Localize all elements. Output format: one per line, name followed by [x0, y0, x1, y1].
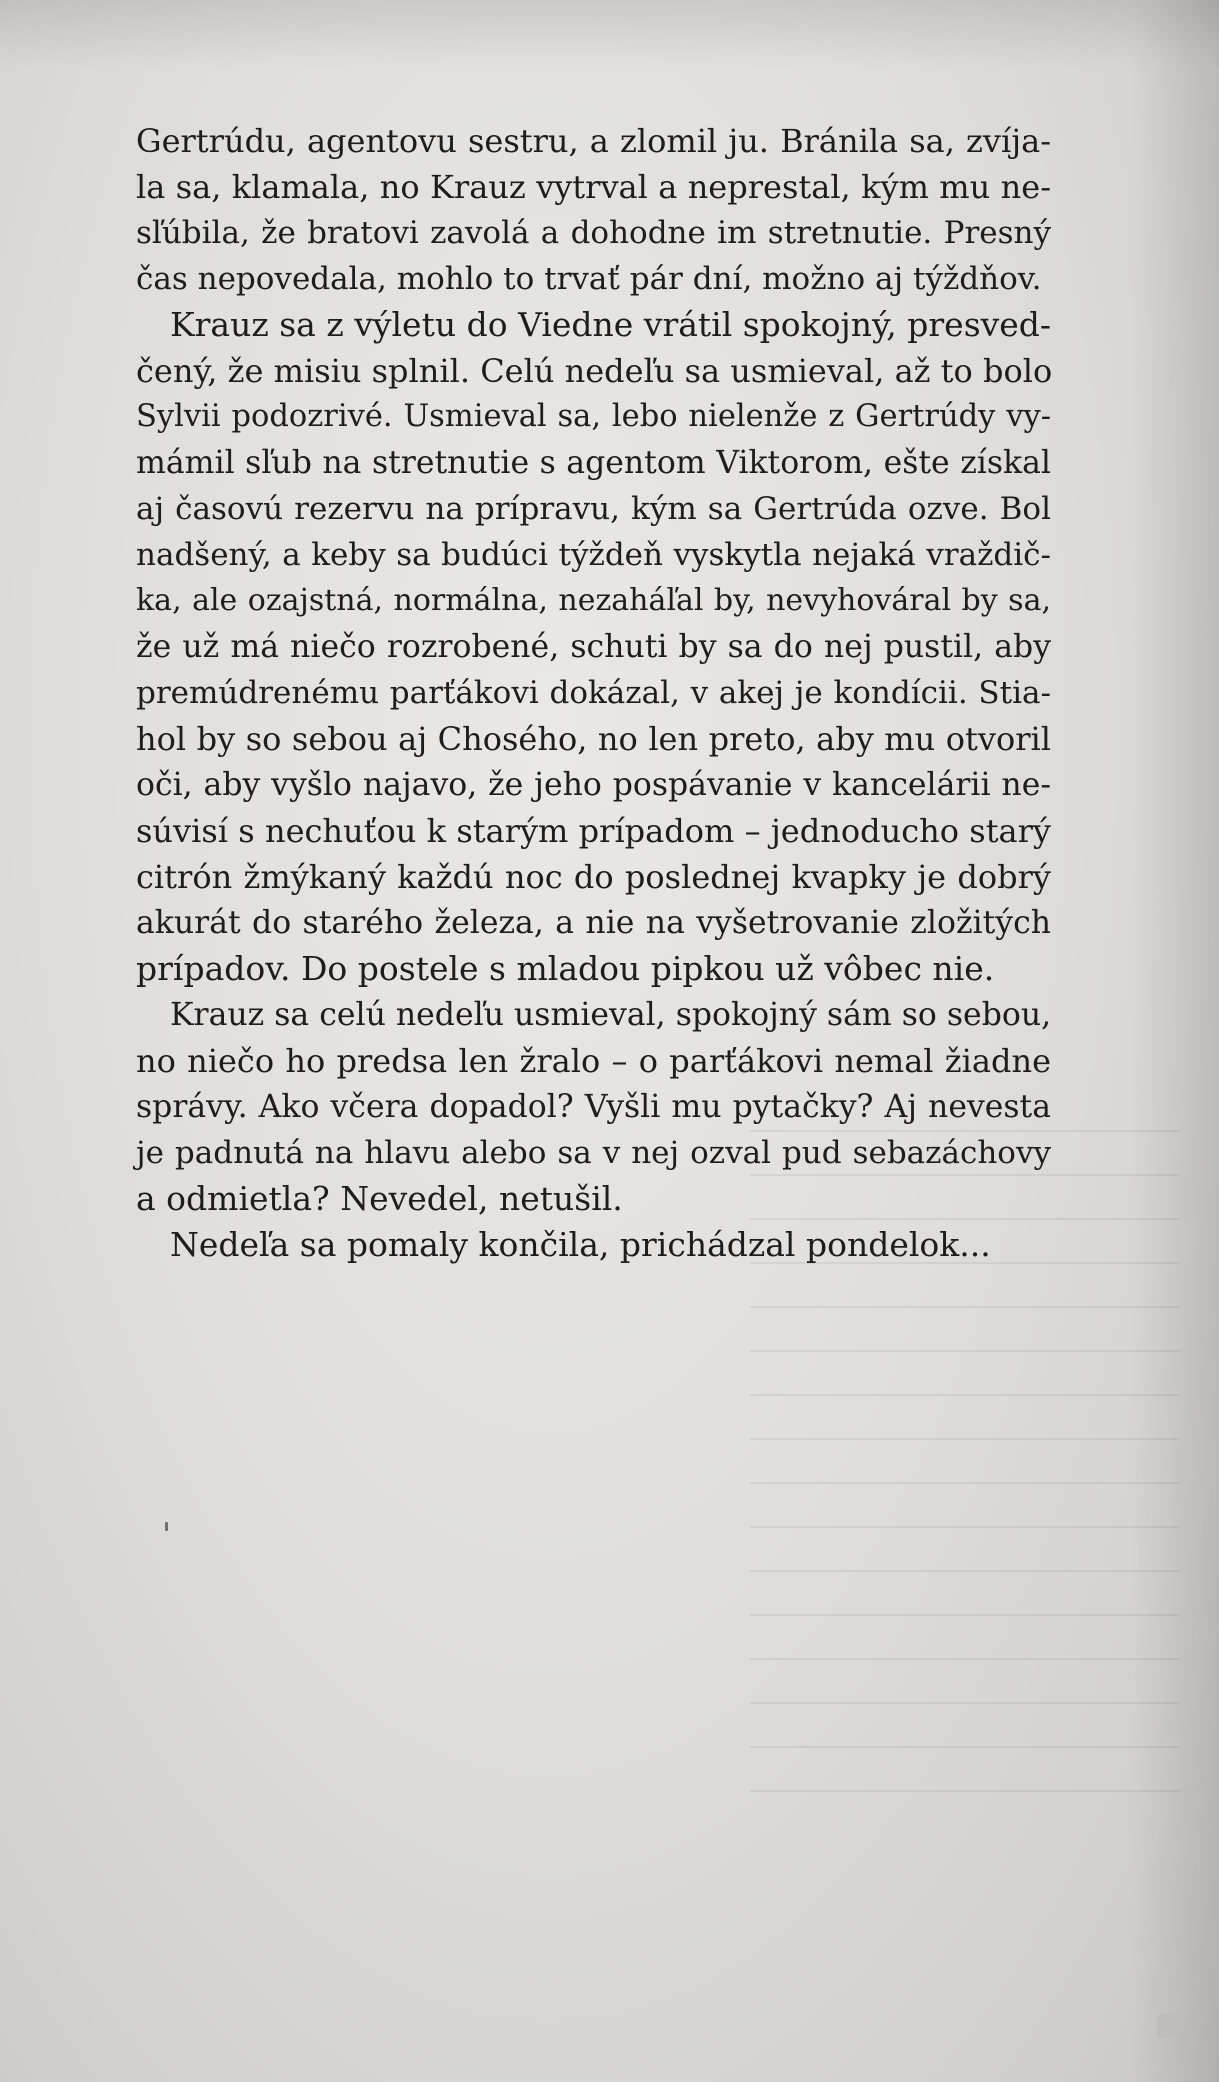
- text-line: oči, aby vyšlo najavo, že jeho pospávanie v kancelárii ne-: [136, 767, 1051, 803]
- text-line: aj časovú rezervu na prípravu, kým sa Gertrúda ozve. Bol: [136, 491, 1051, 527]
- text-line: akurát do starého železa, a nie na vyšetrovanie zložitých: [136, 905, 1051, 941]
- text-line: že už má niečo rozrobené, schuti by sa do nej pustil, aby: [136, 629, 1051, 665]
- text-line: Krauz sa z výletu do Viedne vrátil spokojný, presved-: [170, 305, 1052, 344]
- text-line: Nedeľa sa pomaly končila, prichádzal pondelok...: [170, 1225, 991, 1264]
- text-line: súvisí s nechuťou k starým prípadom – jednoducho starý: [136, 812, 1051, 850]
- text-line: hol by so sebou aj Chosého, no len preto, aby mu otvoril: [136, 720, 1051, 758]
- text-line: a odmietla? Nevedel, netušil.: [136, 1179, 623, 1218]
- body-text: [136, 118, 1051, 1268]
- text-line: sľúbila, že bratovi zavolá a dohodne im stretnutie. Presný: [136, 215, 1051, 251]
- page-number-mark: [1157, 2014, 1181, 2038]
- text-line: citrón žmýkaný každú noc do poslednej kvapky je dobrý: [136, 858, 1051, 896]
- text-line: správy. Ako včera dopadol? Vyšli mu pytačky? Aj nevesta: [136, 1089, 1051, 1125]
- text-line: mámil sľub na stretnutie s agentom Viktorom, ešte získal: [136, 445, 1051, 481]
- text-line: nadšený, a keby sa budúci týždeň vyskytla nejaká vraždič-: [136, 537, 1051, 573]
- text-line: je padnutá na hlavu alebo sa v nej ozval pud sebazáchovy: [136, 1135, 1051, 1171]
- text-line: čený, že misiu splnil. Celú nedeľu sa usmieval, až to bolo: [136, 352, 1053, 390]
- text-line: la sa, klamala, no Krauz vytrval a neprestal, kým mu ne-: [136, 168, 1051, 206]
- text-line: Gertrúdu, agentovu sestru, a zlomil ju. Bránila sa, zvíja-: [136, 122, 1051, 160]
- text-line: Sylvii podozrivé. Usmieval sa, lebo nielenže z Gertrúdy vy-: [136, 399, 1051, 434]
- page-speck: [165, 1522, 168, 1531]
- text-line: premúdrenému parťákovi dokázal, v akej je kondícii. Stia-: [136, 675, 1051, 711]
- text-line: prípadov. Do postele s mladou pipkou už vôbec nie.: [136, 949, 995, 988]
- text-line: no niečo ho predsa len žralo – o parťákovi nemal žiadne: [136, 1042, 1051, 1080]
- text-line: čas nepovedala, mohlo to trvať pár dní, možno aj týždňov.: [136, 261, 1042, 297]
- text-line: Krauz sa celú nedeľu usmieval, spokojný sám so sebou,: [170, 997, 1052, 1033]
- text-line: ka, ale ozajstná, normálna, nezaháľal by, nevyhováral by sa,: [136, 583, 1051, 618]
- page-top-shadow: [0, 0, 1219, 70]
